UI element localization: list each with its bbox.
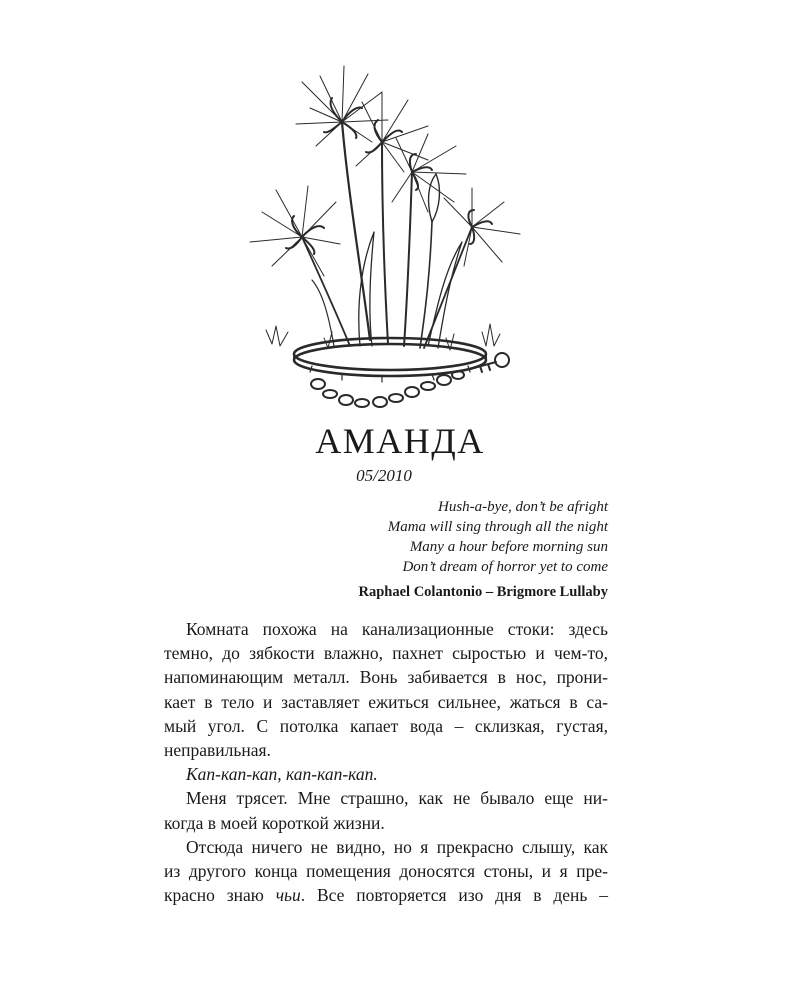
text-line: напоминающим металл. Вонь забивается в нос, прони- xyxy=(164,667,608,688)
epigraph-line: Hush-a-bye, don’t be afright xyxy=(438,499,608,515)
spider-lily-shackle-illustration xyxy=(232,62,532,414)
text-line: неправильная. xyxy=(164,739,271,760)
text-fragment: красно знаю xyxy=(164,885,276,906)
text-line: из другого конца помещения доносятся стоны, и я пре- xyxy=(164,860,608,881)
text-line: Комната похожа на канализационные стоки: здесь xyxy=(186,619,608,639)
text-line: кает в тело и заставляет ежиться сильнее, жаться в са- xyxy=(164,691,608,712)
text-line-italic: Кап-кап-кап, кап-кап-кап. xyxy=(186,764,378,785)
epigraph-attribution: Raphael Colantonio – Brigmore Lullaby xyxy=(358,584,608,600)
chapter-title: АМАНДА xyxy=(315,421,485,461)
epigraph-line: Many a hour before morning sun xyxy=(409,539,608,555)
epigraph xyxy=(388,497,608,577)
text-line-mixed xyxy=(164,883,608,907)
text-line: когда в моей короткой жизни. xyxy=(164,812,385,833)
epigraph-line: Don’t dream of horror yet to come xyxy=(402,559,608,575)
epigraph-line: Mama will sing through all the night xyxy=(387,519,608,535)
body-text xyxy=(164,617,608,907)
text-fragment: . Все повторяется изо дня в день – xyxy=(300,885,608,906)
chapter-date: 05/2010 xyxy=(356,466,412,485)
text-line: мый угол. С потолка капает вода – склизкая, густая, xyxy=(164,715,608,736)
emphasis-text: чьи xyxy=(275,885,301,906)
text-line: темно, до зябкости влажно, пахнет сыростью и чем-то, xyxy=(164,643,608,664)
text-line: Отсюда ничего не видно, но я прекрасно слышу, как xyxy=(186,836,608,857)
text-line: Меня трясет. Мне страшно, как не бывало еще ни- xyxy=(186,788,608,809)
